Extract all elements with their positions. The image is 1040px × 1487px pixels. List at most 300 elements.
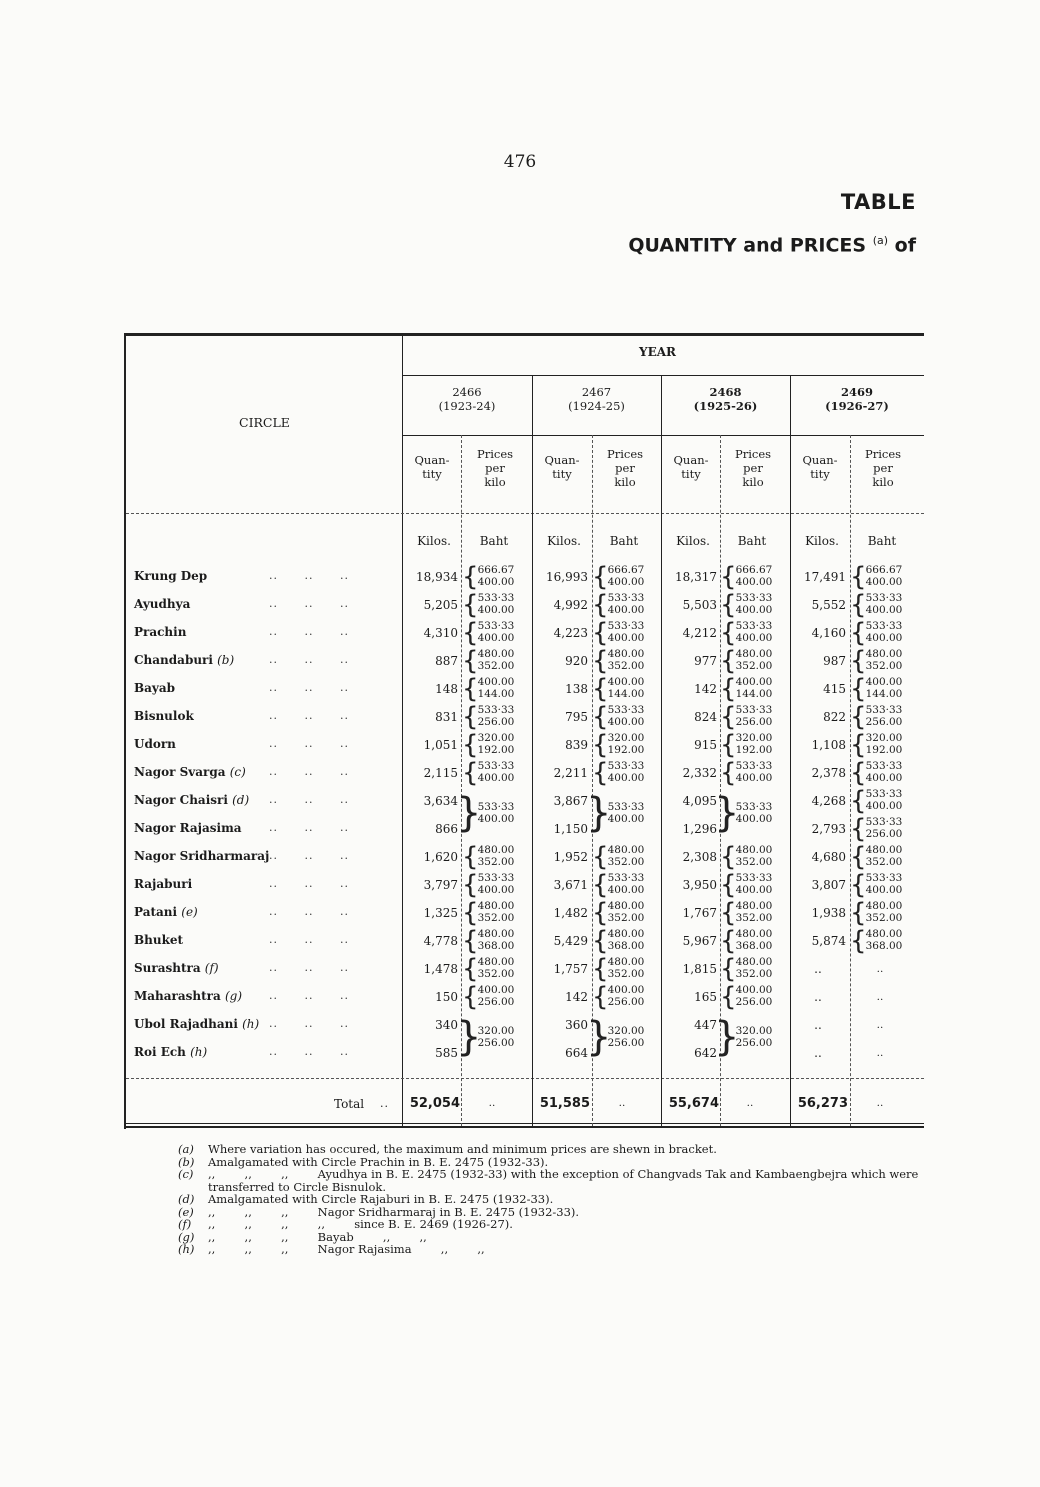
- circle-name: [134, 569, 207, 583]
- quantity-cell: 1,482: [553, 906, 588, 920]
- price-cell: [468, 760, 524, 784]
- footnote-mark: (g): [178, 1229, 195, 1244]
- price-max: 480.00: [735, 648, 773, 660]
- price-min: 256.00: [607, 1037, 645, 1049]
- price-cell: [856, 732, 912, 756]
- price-max: 533·33: [735, 704, 773, 716]
- price-bracket: {: [462, 674, 479, 704]
- price-min: 400.00: [735, 813, 773, 825]
- price-max: 480.00: [607, 900, 645, 912]
- price-min: 352.00: [865, 912, 903, 924]
- price-header-line3: kilo: [484, 475, 506, 489]
- price-min: 352.00: [735, 856, 773, 868]
- quantity-cell: 18,934: [416, 570, 458, 584]
- circle-header: CIRCLE: [239, 415, 290, 430]
- circle-label: Patani: [134, 905, 178, 919]
- quantity-cell: 18,317: [675, 570, 717, 584]
- quantity-header: [663, 453, 719, 481]
- footnote: [178, 1218, 928, 1231]
- quantity-cell: 150: [435, 990, 458, 1004]
- price-bracket: {: [462, 842, 479, 872]
- price-header: [852, 447, 914, 489]
- price-max: 533·33: [865, 760, 903, 772]
- price-min: 256.00: [865, 716, 903, 728]
- price-max: 400.00: [735, 676, 773, 688]
- footnote-mark: (h): [178, 1242, 195, 1256]
- price-max: 480.00: [477, 928, 515, 940]
- quantity-cell: 2,308: [682, 850, 717, 864]
- quantity-cell: 3,950: [682, 878, 717, 892]
- quantity-cell: 977: [694, 654, 717, 668]
- price-cell: [598, 760, 654, 784]
- price-max: 480.00: [735, 956, 773, 968]
- price-min: 352.00: [735, 968, 773, 980]
- price-bracket: {: [720, 898, 737, 928]
- total-price: ..: [876, 1097, 884, 1109]
- quantity-cell: 824: [694, 710, 717, 724]
- circle-name: [134, 709, 194, 723]
- quantity-header-line1: Quan-: [673, 453, 709, 467]
- price-bracket: {: [720, 758, 737, 788]
- circle-footnote-mark: (f): [204, 961, 219, 975]
- price-min: 352.00: [865, 660, 903, 672]
- price-bracket: {: [850, 702, 867, 732]
- circle-footnote-mark: (c): [229, 765, 246, 779]
- price-cell: [468, 704, 524, 728]
- price-bracket: {: [720, 842, 737, 872]
- title-footnote-mark: (a): [872, 234, 889, 247]
- price-min: 400.00: [735, 884, 773, 896]
- price-min: 400.00: [607, 884, 645, 896]
- quantity-cell: 1,325: [423, 906, 458, 920]
- price-max: 320.00: [607, 732, 645, 744]
- price-min: 192.00: [607, 744, 645, 756]
- price-cell: [726, 928, 782, 952]
- price-min: 144.00: [477, 688, 515, 700]
- price-header-line2: per: [873, 461, 893, 475]
- price-max: 400.00: [865, 676, 903, 688]
- price-max: 480.00: [607, 844, 645, 856]
- price-bracket: {: [462, 982, 479, 1012]
- price-max: 533·33: [477, 760, 515, 772]
- price-max: 400.00: [477, 676, 515, 688]
- leader-dots: .. .. ..: [269, 877, 349, 890]
- quantity-cell: 4,095: [682, 794, 717, 808]
- price-max: 533·33: [865, 704, 903, 716]
- footnote: [178, 1193, 928, 1206]
- price-min: 400.00: [607, 716, 645, 728]
- price-bracket: {: [462, 898, 479, 928]
- quantity-cell: 16,993: [546, 570, 588, 584]
- quantity-cell: 142: [694, 682, 717, 696]
- circle-label: Roi Ech: [134, 1045, 186, 1059]
- circle-name: [134, 849, 269, 863]
- price-cell: [726, 872, 782, 896]
- quantity-cell: 3,671: [553, 878, 588, 892]
- header-bottom-rule: [126, 513, 924, 514]
- quantity-cell: ..: [814, 990, 822, 1004]
- quantity-cell: 5,874: [811, 934, 846, 948]
- quantity-cell: ..: [814, 962, 822, 976]
- footnote-mark: (c): [178, 1167, 194, 1181]
- merged-price-bracket: }: [586, 790, 612, 836]
- table-heading: TABLE: [840, 190, 916, 214]
- leader-dots: .. .. ..: [269, 681, 349, 694]
- price-bracket: {: [850, 898, 867, 928]
- price-cell: [468, 648, 524, 672]
- price-max: 320.00: [735, 732, 773, 744]
- price-max: 533·33: [607, 760, 645, 772]
- price-max: 480.00: [865, 844, 903, 856]
- price-max: 533·33: [735, 620, 773, 632]
- quantity-cell: 887: [435, 654, 458, 668]
- price-bracket: {: [720, 730, 737, 760]
- price-cell: [598, 900, 654, 924]
- price-header-line2: per: [615, 461, 635, 475]
- price-cell: ..: [876, 1019, 884, 1031]
- merged-price-cell: [726, 1025, 782, 1049]
- price-max: 480.00: [477, 844, 515, 856]
- footnote-text: Where variation has occured, the maximum and minimum prices are shewn in bracket.: [208, 1142, 717, 1156]
- price-bracket: {: [850, 814, 867, 844]
- price-header-line1: Prices: [606, 447, 644, 461]
- price-cell: [468, 620, 524, 644]
- price-bracket: {: [850, 926, 867, 956]
- year-subheader-rule: [402, 435, 924, 436]
- quantity-cell: 3,634: [423, 794, 458, 808]
- quantity-unit: Kilos.: [805, 534, 839, 548]
- price-cell: [726, 676, 782, 700]
- price-bracket: {: [720, 590, 737, 620]
- price-min: 400.00: [607, 604, 645, 616]
- price-min: 352.00: [607, 912, 645, 924]
- price-max: 480.00: [477, 900, 515, 912]
- merged-price-cell: [468, 1025, 524, 1049]
- total-quantity: 56,273: [797, 1096, 848, 1111]
- price-min: 256.00: [735, 716, 773, 728]
- price-bracket: {: [592, 562, 609, 592]
- price-header-line1: Prices: [864, 447, 902, 461]
- price-cell: [598, 592, 654, 616]
- price-bracket: {: [592, 982, 609, 1012]
- price-header-line1: Prices: [476, 447, 514, 461]
- price-cell: [856, 844, 912, 868]
- circle-name: [134, 597, 190, 611]
- leader-dots: .. .. ..: [269, 597, 349, 610]
- footnote-mark: (a): [178, 1142, 194, 1156]
- price-bracket: {: [462, 730, 479, 760]
- leader-dots: .. .. ..: [269, 1017, 349, 1030]
- quantity-cell: 165: [694, 990, 717, 1004]
- quantity-header-line1: Quan-: [544, 453, 580, 467]
- price-cell: [468, 732, 524, 756]
- price-max: 480.00: [865, 900, 903, 912]
- price-bracket: {: [850, 870, 867, 900]
- price-min: 400.00: [735, 604, 773, 616]
- price-max: 400.00: [607, 984, 645, 996]
- circle-footnote-mark: (h): [190, 1045, 208, 1059]
- circle-column-divider: [402, 336, 403, 1126]
- circle-footnote-mark: (b): [217, 653, 235, 667]
- quantity-cell: 5,503: [682, 598, 717, 612]
- leader-dots: .. .. ..: [269, 569, 349, 582]
- total-leader-dots: ..: [380, 1097, 389, 1110]
- leader-dots: .. .. ..: [269, 625, 349, 638]
- price-min: 352.00: [607, 968, 645, 980]
- price-bracket: {: [462, 590, 479, 620]
- price-min: 400.00: [477, 772, 515, 784]
- price-max: 666.67: [865, 564, 903, 576]
- price-bracket: {: [592, 926, 609, 956]
- quantity-cell: 5,429: [553, 934, 588, 948]
- price-min: 256.00: [735, 996, 773, 1008]
- price-cell: [856, 620, 912, 644]
- merged-price-cell: [726, 801, 782, 825]
- price-bracket: {: [592, 758, 609, 788]
- circle-name: [134, 793, 249, 807]
- price-header: [464, 447, 526, 489]
- price-unit: Baht: [609, 534, 639, 548]
- price-cell: [726, 956, 782, 980]
- circle-label: Maharashtra: [134, 989, 221, 1003]
- price-cell: ..: [876, 991, 884, 1003]
- price-min: 352.00: [865, 856, 903, 868]
- circle-label: Krung Dep: [134, 569, 208, 583]
- price-cell: [726, 984, 782, 1008]
- price-min: 352.00: [477, 912, 515, 924]
- price-max: 533·33: [865, 788, 903, 800]
- price-cell: [598, 732, 654, 756]
- price-min: 352.00: [477, 968, 515, 980]
- circle-label: Ubol Rajadhani: [134, 1017, 238, 1031]
- footnote-text: ,, ,, ,, Nagor Sridharmaraj in B. E. 2475 (1932-33).: [208, 1204, 580, 1219]
- price-cell: [598, 620, 654, 644]
- price-cell: [468, 676, 524, 700]
- price-min: 400.00: [735, 576, 773, 588]
- circle-label: Nagor Svarga: [134, 765, 226, 779]
- leader-dots: .. .. ..: [269, 905, 349, 918]
- total-quantity: 52,054: [409, 1096, 460, 1111]
- price-max: 320.00: [735, 1025, 773, 1037]
- price-max: 533·33: [607, 872, 645, 884]
- leader-dots: .. .. ..: [269, 989, 349, 1002]
- footnote-text: Amalgamated with Circle Prachin in B. E. 2475 (1932-33).: [208, 1154, 549, 1169]
- price-max: 533·33: [735, 801, 773, 813]
- circle-name: [134, 905, 198, 919]
- quantity-cell: 1,938: [811, 906, 846, 920]
- leader-dots: .. .. ..: [269, 933, 349, 946]
- price-max: 400.00: [735, 984, 773, 996]
- circle-name: [134, 989, 242, 1003]
- quantity-cell: 447: [694, 1018, 717, 1032]
- circle-label: Nagor Chaisri: [134, 793, 228, 807]
- total-rule: [126, 1078, 924, 1079]
- price-cell: [726, 564, 782, 588]
- price-bracket: {: [462, 702, 479, 732]
- quantity-unit: Kilos.: [676, 534, 710, 548]
- price-bracket: {: [850, 562, 867, 592]
- quantity-cell: 148: [435, 682, 458, 696]
- price-bracket: {: [592, 898, 609, 928]
- price-cell: [598, 704, 654, 728]
- price-bracket: {: [850, 590, 867, 620]
- price-max: 533·33: [735, 872, 773, 884]
- price-cell: [856, 760, 912, 784]
- price-cell: [598, 984, 654, 1008]
- price-max: 666.67: [735, 564, 773, 576]
- price-bracket: {: [720, 954, 737, 984]
- price-cell: [856, 816, 912, 840]
- price-min: 400.00: [477, 813, 515, 825]
- quantity-cell: 920: [565, 654, 588, 668]
- price-header-line3: kilo: [872, 475, 894, 489]
- price-cell: [598, 676, 654, 700]
- price-unit: Baht: [479, 534, 509, 548]
- circle-name: [134, 821, 242, 835]
- circle-label: Nagor Rajasima: [134, 821, 242, 835]
- page-number: 476: [503, 152, 537, 172]
- footnote-text: ,, ,, ,, ,, since B. E. 2469 (1926-27).: [208, 1217, 513, 1231]
- price-cell: [468, 900, 524, 924]
- price-min: 256.00: [477, 716, 515, 728]
- footnote-mark: (d): [178, 1192, 195, 1206]
- price-min: 400.00: [865, 576, 903, 588]
- table-left-border: [124, 333, 126, 1129]
- price-cell: [468, 984, 524, 1008]
- quantity-cell: 1,952: [553, 850, 588, 864]
- quantity-cell: 866: [435, 822, 458, 836]
- price-min: 400.00: [477, 884, 515, 896]
- circle-name: [134, 737, 176, 751]
- leader-dots: .. .. ..: [269, 653, 349, 666]
- price-max: 533·33: [607, 801, 645, 813]
- quantity-cell: 415: [823, 682, 846, 696]
- merged-price-bracket: }: [456, 1014, 482, 1060]
- price-max: 533·33: [607, 704, 645, 716]
- price-cell: [598, 648, 654, 672]
- footnote-mark: (e): [178, 1204, 194, 1219]
- price-max: 533·33: [607, 592, 645, 604]
- price-cell: [468, 564, 524, 588]
- price-cell: [598, 956, 654, 980]
- circle-label: Bayab: [134, 681, 176, 695]
- price-max: 480.00: [865, 648, 903, 660]
- price-unit: Baht: [867, 534, 897, 548]
- price-min: 400.00: [865, 632, 903, 644]
- circle-footnote-mark: (g): [224, 989, 243, 1003]
- quantity-cell: 664: [565, 1046, 588, 1060]
- footnote: [178, 1168, 928, 1193]
- quantity-cell: 987: [823, 654, 846, 668]
- quantity-cell: 3,797: [423, 878, 458, 892]
- price-min: 368.00: [607, 940, 645, 952]
- quantity-cell: 5,205: [423, 598, 458, 612]
- price-header-line2: per: [743, 461, 763, 475]
- price-max: 320.00: [477, 1025, 515, 1037]
- price-min: 400.00: [865, 884, 903, 896]
- footnote-mark: (f): [178, 1217, 192, 1231]
- leader-dots: .. .. ..: [269, 849, 349, 862]
- price-bracket: {: [592, 954, 609, 984]
- price-max: 480.00: [607, 956, 645, 968]
- price-cell: [726, 900, 782, 924]
- price-bracket: {: [720, 618, 737, 648]
- price-header-line1: Prices: [734, 447, 772, 461]
- year-ad: (1926-27): [825, 399, 889, 413]
- price-min: 352.00: [477, 660, 515, 672]
- price-max: 533·33: [865, 592, 903, 604]
- circle-name: [134, 961, 219, 975]
- price-max: 320.00: [477, 732, 515, 744]
- price-cell: [856, 704, 912, 728]
- price-max: 400.00: [607, 676, 645, 688]
- price-cell: [726, 592, 782, 616]
- price-bracket: {: [592, 730, 609, 760]
- price-cell: [598, 928, 654, 952]
- price-min: 256.00: [477, 1037, 515, 1049]
- footnote-mark: (b): [178, 1154, 195, 1169]
- price-max: 480.00: [735, 928, 773, 940]
- price-cell: [598, 872, 654, 896]
- price-bracket: {: [592, 618, 609, 648]
- price-min: 144.00: [607, 688, 645, 700]
- price-min: 400.00: [735, 632, 773, 644]
- price-min: 400.00: [477, 604, 515, 616]
- circle-label: Prachin: [134, 625, 187, 639]
- year-column-header: [790, 385, 924, 413]
- price-bracket: {: [720, 926, 737, 956]
- price-bracket: {: [592, 870, 609, 900]
- price-cell: [856, 564, 912, 588]
- year-column-header: [532, 385, 661, 413]
- price-min: 352.00: [607, 660, 645, 672]
- price-max: 480.00: [607, 928, 645, 940]
- year-column-header: [661, 385, 790, 413]
- price-bracket: {: [462, 870, 479, 900]
- quantity-cell: 2,332: [682, 766, 717, 780]
- quantity-cell: 795: [565, 710, 588, 724]
- year-be: 2469: [840, 385, 873, 399]
- price-min: 400.00: [607, 813, 645, 825]
- quantity-cell: 831: [435, 710, 458, 724]
- price-min: 368.00: [735, 940, 773, 952]
- merged-price-cell: [468, 801, 524, 825]
- price-cell: [856, 592, 912, 616]
- circle-name: [134, 877, 192, 891]
- price-bracket: {: [720, 562, 737, 592]
- price-bracket: {: [850, 646, 867, 676]
- price-max: 400.00: [477, 984, 515, 996]
- price-max: 666.67: [607, 564, 645, 576]
- price-min: 400.00: [607, 772, 645, 784]
- price-cell: [726, 648, 782, 672]
- merged-price-bracket: }: [714, 790, 740, 836]
- quantity-cell: 915: [694, 738, 717, 752]
- footnotes: [178, 1143, 928, 1256]
- merged-price-bracket: }: [586, 1014, 612, 1060]
- circle-name: [134, 653, 234, 667]
- price-cell: [598, 844, 654, 868]
- quantity-cell: 3,867: [553, 794, 588, 808]
- price-bracket: {: [850, 842, 867, 872]
- price-cell: [726, 760, 782, 784]
- quantity-cell: 1,757: [553, 962, 588, 976]
- price-bracket: {: [850, 786, 867, 816]
- price-max: 533·33: [477, 872, 515, 884]
- circle-name: [134, 765, 246, 779]
- circle-name: [134, 681, 175, 695]
- price-min: 256.00: [865, 828, 903, 840]
